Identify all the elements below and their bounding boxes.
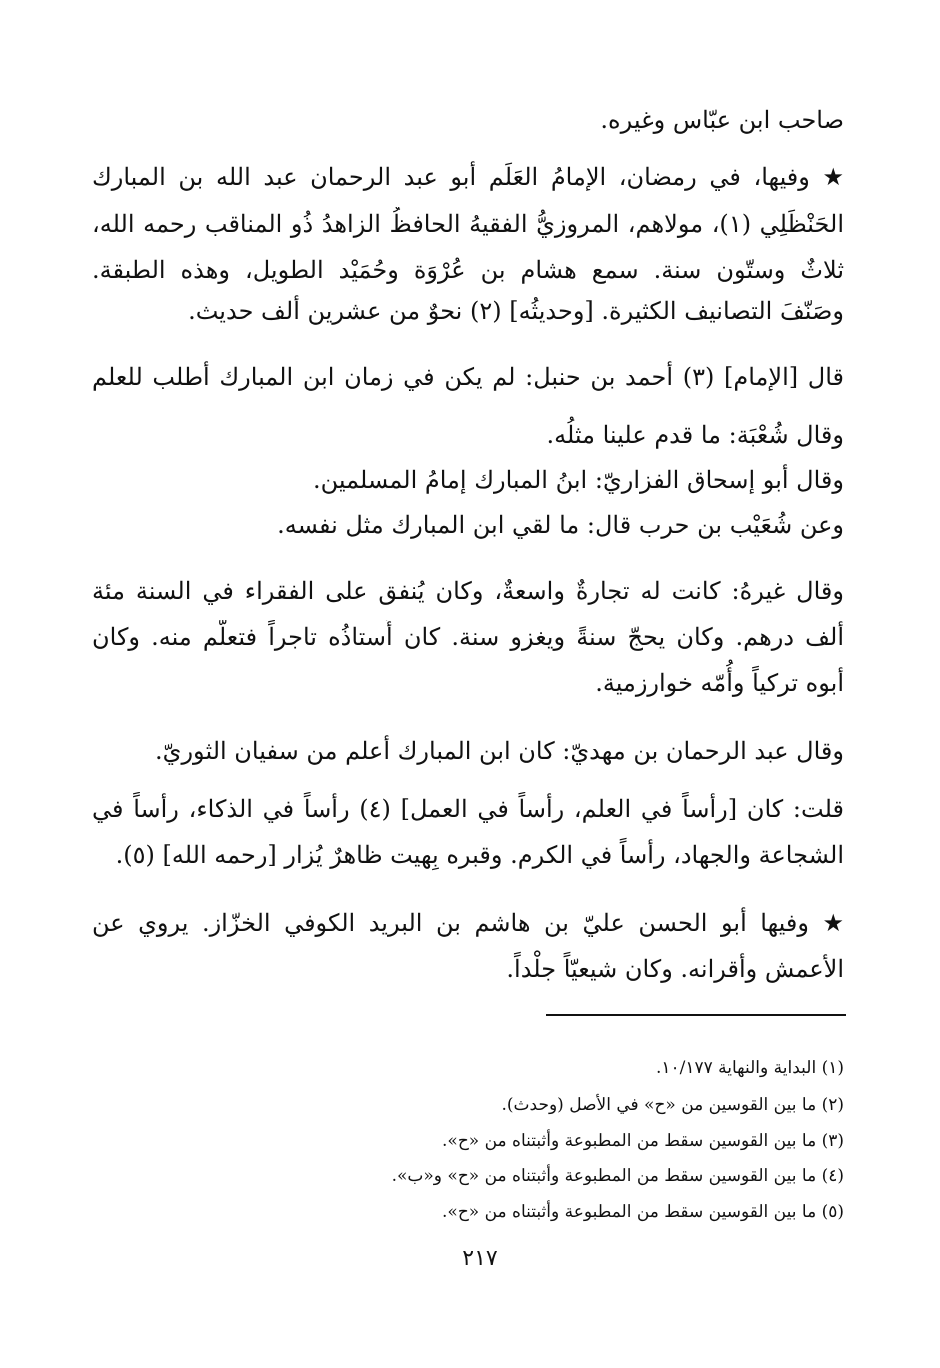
text-line: الحَنْظَلِي (١)، مولاهم، المروزيُّ الفقيهُ الحافظُ الزاهدُ ذُو المناقب رحمه الله، [92,210,844,238]
text-line: قلت: كان [رأساً في العلم، رأساً في العمل] (٤) رأساً في الذكاء، رأساً في [92,795,844,823]
text-line: ثلاثٌ وستّون سنة. سمع هشام بن عُرْوَة وحُمَيْد الطويل، وهذه الطبقة. [92,256,844,284]
text-line: الأعمش وأقرانه. وكان شيعيّاً جلْداً. [506,955,844,983]
text-line: ★ وفيها أبو الحسن عليّ بن هاشم بن البريد الكوفي الخزّاز. يروي عن [92,909,844,937]
text-line: وصَنّفَ التصانيف الكثيرة. [وحديثُه] (٢) نحوٌ من عشرين ألف حديث. [188,297,844,325]
text-line: وقال غيرهُ: كانت له تجارةٌ واسعةٌ، وكان يُنفق على الفقراء في السنة مئة [92,577,844,605]
footnote: (٥) ما بين القوسين سقط من المطبوعة وأثبتناه من «ح». [442,1202,844,1222]
footnote: (٢) ما بين القوسين من «ح» في الأصل (وحدث). [501,1095,844,1115]
footnote: (٤) ما بين القوسين سقط من المطبوعة وأثبتناه من «ح» و«ب». [391,1166,844,1186]
page-number: ٢١٧ [462,1246,498,1271]
text-line: صاحب ابن عبّاس وغيره. [600,106,844,134]
text-line: وقال عبد الرحمان بن مهديّ: كان ابن المبارك أعلم من سفيان الثوريّ. [155,737,844,765]
text-line: ألف درهم. وكان يحجّ سنةً ويغزو سنة. كان أُستاذُه تاجراً فتعلّم منه. وكان [92,623,844,651]
text-line: وقال شُعْبَة: ما قدم علينا مثلُه. [546,421,844,449]
footnote-divider [546,1014,846,1016]
text-line: قال [الإمام] (٣) أحمد بن حنبل: لم يكن في زمان ابن المبارك أطلب للعلم [92,363,844,391]
text-line: وعن شُعَيْب بن حرب قال: ما لقي ابن المبارك مثل نفسه. [277,511,844,539]
text-line: ★ وفيها، في رمضان، الإمامُ العَلَم أبو عبد الرحمان عبد الله بن المبارك [92,163,844,191]
text-line: أبوه تركياً وأُمّه خوارزمية. [595,669,844,697]
text-line: وقال أبو إسحاق الفزاريّ: ابنُ المبارك إمامُ المسلمين. [313,466,844,494]
footnote: (٣) ما بين القوسين سقط من المطبوعة وأثبتناه من «ح». [442,1131,844,1151]
footnote: (١) البداية والنهاية ١٠/١٧٧. [655,1058,844,1078]
text-line: الشجاعة والجهاد، رأساً في الكرم. وقبره بِهيت ظاهرٌ يُزار [رحمه الله] (٥). [115,841,844,869]
